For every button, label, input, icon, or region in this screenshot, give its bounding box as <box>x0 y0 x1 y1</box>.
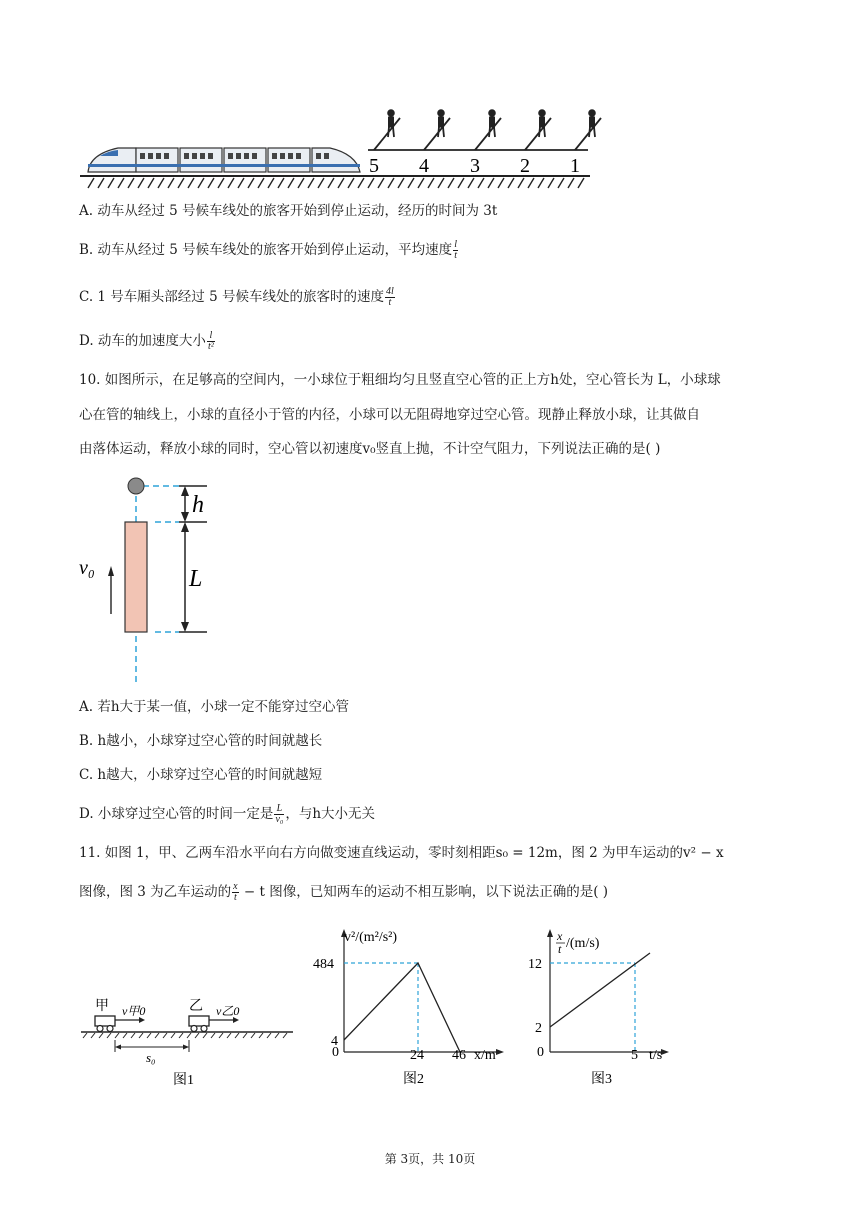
fraction: $\frac{l}{t}$ <box>454 239 457 261</box>
station-number-4: 4 <box>419 155 429 177</box>
car-label-jia: 甲 <box>95 999 109 1014</box>
figure-3-xt-t-graph <box>525 925 685 1090</box>
svg-text:/(m/s): /(m/s) <box>566 936 600 951</box>
station-number-3: 3 <box>470 155 480 177</box>
v2-x-line <box>344 963 460 1052</box>
passenger-icons <box>388 110 596 137</box>
q10-stem-line-1: 10. 如图所示，在足够高的空间内，一小球位于粗细均匀且竖直空心管的正上方h处，空心管长为 L，小球球 <box>79 372 721 388</box>
svg-text:x: x <box>557 929 563 943</box>
fraction: $\frac{L}{\text{v₀}}$ <box>275 803 284 825</box>
station-number-2: 2 <box>520 155 530 177</box>
y-axis-label: v²/(m²/s²) <box>344 930 398 945</box>
h-label: h <box>192 492 204 518</box>
q11-stem-line-2: 图像，图 3 为乙车运动的 $\frac{x}{t}$ − t 图像，已知两车的运动不相互影响，以下说法正确的是( ) <box>79 881 609 903</box>
q9-option-a: A. 动车从经过 5 号候车线处的旅客开始到停止运动，经历的时间为 3t <box>79 203 498 219</box>
origin-label: 0 <box>332 1045 339 1060</box>
q9-option-b: B. 动车从经过 5 号候车线处的旅客开始到停止运动，平均速度 $\frac{l}{t}$ <box>79 239 457 261</box>
q9-option-c: C. 1 号车厢头部经过 5 号候车线处的旅客时的速度 $\frac{4l}{t}$ <box>79 286 394 308</box>
svg-text:t: t <box>558 942 562 956</box>
origin-label: 0 <box>537 1045 544 1060</box>
figure-1-cars <box>75 990 300 1090</box>
train-station-figure <box>78 100 608 195</box>
train <box>88 148 360 172</box>
l-label: L <box>189 566 203 592</box>
q10-option-d: D. 小球穿过空心管的时间一定是 $\frac{L}{\text{v₀}}$ ，与h大小无关 <box>79 803 376 825</box>
car-label-yi: 乙 <box>189 999 203 1014</box>
figure-3-caption: 图3 <box>591 1072 612 1087</box>
x-tick-46: 46 <box>452 1048 466 1063</box>
q10-option-a: A. 若h大于某一值，小球一定不能穿过空心管 <box>79 699 350 715</box>
y-tick-484: 484 <box>313 957 334 972</box>
figure-2-caption: 图2 <box>403 1072 424 1087</box>
tube-ball-figure <box>75 474 235 684</box>
car-yi <box>189 1016 209 1032</box>
q10-stem-line-2: 心在管的轴线上，小球的直径小于管的内径，小球可以无阻碍地穿过空心管。现静止释放小球，让其做自 <box>79 407 700 423</box>
station-number-1: 1 <box>570 155 580 177</box>
car-jia <box>95 1016 115 1032</box>
y-tick-12: 12 <box>528 957 542 972</box>
y-axis-label <box>556 929 600 956</box>
ball <box>128 478 144 494</box>
figure-1-caption: 图1 <box>173 1073 194 1088</box>
y-tick-2: 2 <box>535 1021 542 1036</box>
q10-option-b: B. h越小，小球穿过空心管的时间就越长 <box>79 733 323 749</box>
q9-option-d: D. 动车的加速度大小 $\frac{l}{\text{t²}}$ <box>79 330 214 352</box>
x-tick-5: 5 <box>631 1048 638 1063</box>
figure-2-v2-x-graph <box>300 925 515 1090</box>
q10-option-c: C. h越大，小球穿过空心管的时间就越短 <box>79 767 323 783</box>
velocity-label-yi: v乙0 <box>216 1004 240 1018</box>
x-tick-24: 24 <box>410 1048 424 1063</box>
fraction: $\frac{l}{\text{t²}}$ <box>207 330 214 352</box>
velocity-label-jia: v甲0 <box>122 1004 146 1018</box>
fraction: $\frac{x}{t}$ <box>233 881 238 903</box>
q11-stem-line-1: 11. 如图 1，甲、乙两车沿水平向右方向做变速直线运动，零时刻相距s₀ = 12m，图 2 为甲车运动的v² − x <box>79 845 724 861</box>
x-axis-label: t/s <box>649 1048 663 1063</box>
page-footer: 第 3页，共 10页 <box>384 1152 476 1166</box>
y-tick-4: 4 <box>331 1034 338 1049</box>
v0-label: v₀ <box>79 557 95 579</box>
s0-label: s₀ <box>146 1050 156 1065</box>
hollow-tube <box>125 522 147 632</box>
q10-stem-line-3: 由落体运动，释放小球的同时，空心管以初速度v₀竖直上抛，不计空气阻力，下列说法正确的是( ) <box>79 441 661 457</box>
x-axis-label: x/m <box>474 1048 496 1063</box>
station-number-5: 5 <box>369 155 379 177</box>
fraction: $\frac{4l}{t}$ <box>385 286 394 308</box>
